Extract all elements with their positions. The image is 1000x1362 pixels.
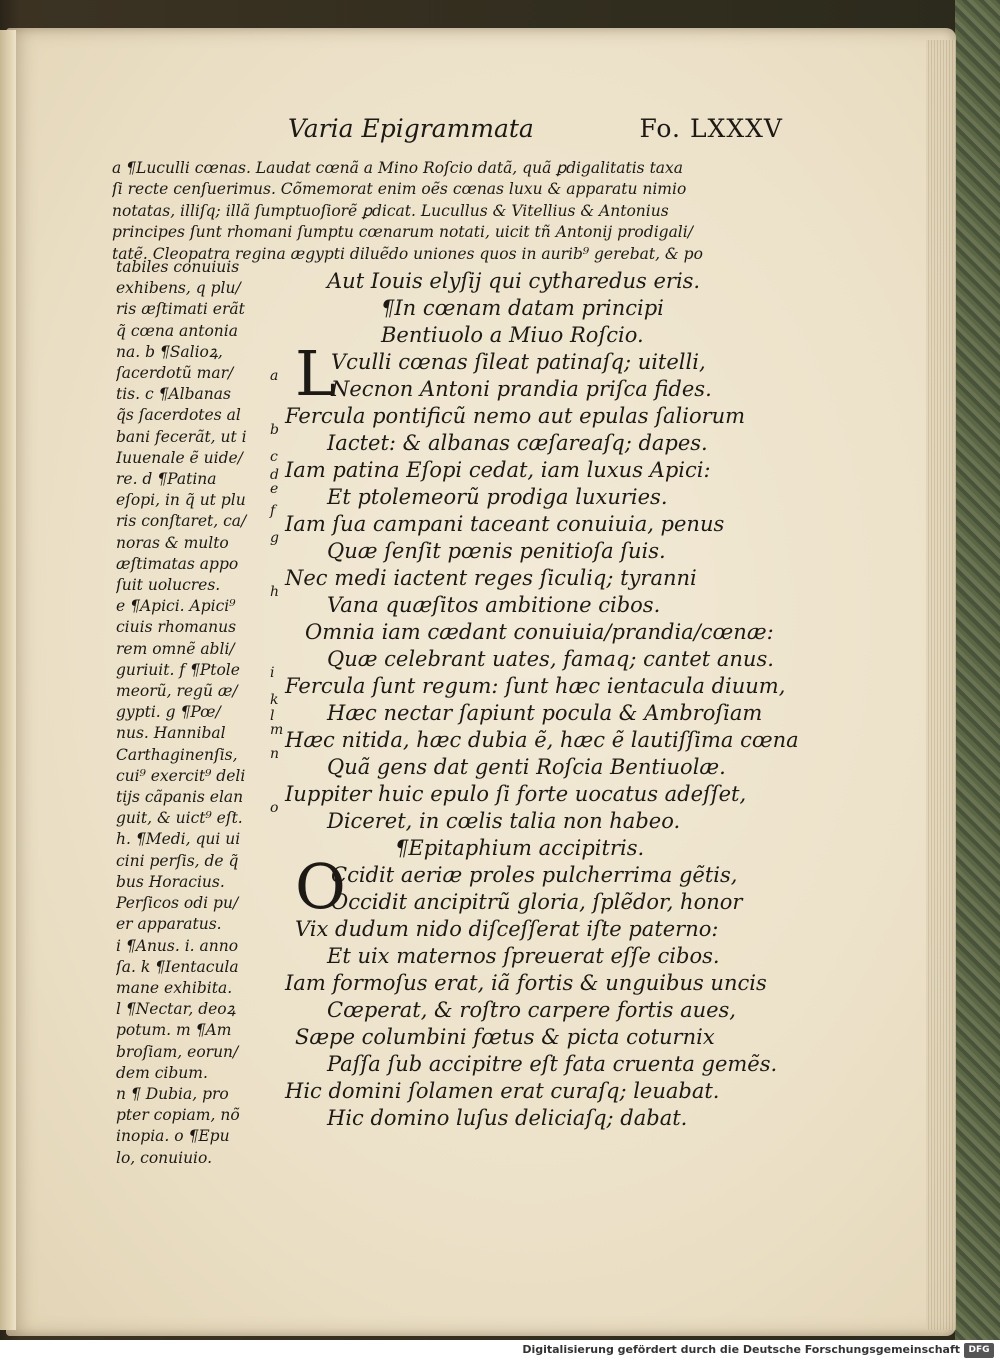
verse-line: Fercula pontificũ nemo aut epulas ſaliorum xyxy=(285,404,746,428)
running-title: Varia Epigrammata xyxy=(288,114,534,143)
side-note-line: i ¶Anus. i. anno xyxy=(116,936,239,955)
side-note-line: Iuuenale ẽ uide/ xyxy=(116,448,243,467)
side-note-line: inopia. o ¶Epu xyxy=(116,1127,230,1146)
side-note-line: tabiles conuiuis xyxy=(116,258,240,276)
verse-line: Iuppiter huic epulo ſi forte uocatus adeſſet, xyxy=(285,782,747,806)
side-note-line: rem omnẽ abli/ xyxy=(116,639,235,658)
section-heading: ¶In cœnam datam principi xyxy=(381,296,664,320)
verse-line: Quæ celebrant uates, famaq; cantet anus. xyxy=(327,647,774,671)
commentary-line: ſi recte cenſuerimus. Cõmemorat enim oẽs cœnas luxu & apparatu nimio xyxy=(112,180,687,199)
commentary-top xyxy=(112,158,792,265)
margin-letter: g xyxy=(270,530,279,546)
margin-letter: i xyxy=(270,665,275,681)
gutter-shadow xyxy=(0,30,16,1330)
margin-letter: k xyxy=(270,692,279,708)
verse-line: Iactet: & albanas cæſareaſq; dapes. xyxy=(327,431,708,455)
funding-credit: Digitalisierung gefördert durch die Deutsche Forschungsgemeinschaft xyxy=(522,1343,960,1356)
side-note-line: mane exhibita. xyxy=(116,978,233,997)
side-note-line: bani fecerãt, ut i xyxy=(116,427,247,446)
margin-letter: n xyxy=(270,746,280,762)
margin-letter: m xyxy=(270,722,284,738)
side-note-line: ſuit uolucres. xyxy=(116,576,221,595)
commentary-line: tatẽ. Cleopatra regina ægypti diluẽdo uniones quos in aurib⁹ gerebat, & po xyxy=(112,244,703,263)
verse-line: Vix dudum nido diſceſſerat iſte paterno: xyxy=(295,917,719,941)
side-note-line: meorũ, regũ æ/ xyxy=(116,682,238,701)
side-note-line: noras & multo xyxy=(116,533,229,552)
section-heading: Bentiuolo a Miuo Roſcio. xyxy=(381,323,644,347)
poem-column xyxy=(285,268,805,1132)
digitization-footer xyxy=(0,1340,1000,1362)
side-note-line: ſa. k ¶Ientacula xyxy=(116,957,239,976)
side-note-line: eſopi, in q̃ ut plu xyxy=(116,491,246,510)
verse-line: Occidit ancipitrũ gloria, ſplẽdor, honor xyxy=(331,890,743,914)
side-note-line: pter copiam, nõ xyxy=(116,1106,240,1125)
dfg-logo: DFG xyxy=(964,1343,994,1358)
drop-cap-initial: L xyxy=(295,337,337,410)
verse-line: Vculli cœnas ſileat patinaſq; uitelli, xyxy=(331,350,706,374)
book-cover-edge xyxy=(955,0,1000,1340)
verse-line: Quã gens dat genti Roſcia Bentiuolæ. xyxy=(327,755,726,779)
side-note-line: e ¶Apici. Apici⁹ xyxy=(116,597,236,616)
commentary-line: a ¶Luculli cœnas. Laudat cœnã a Mino Roſcio datã, quã ꝑdigalitatis taxa xyxy=(112,159,684,177)
page-edges xyxy=(926,40,956,1330)
side-note-line: exhibens, q plu/ xyxy=(116,279,241,298)
poem-bentiuolo xyxy=(285,337,805,835)
side-note-line: q̃ cœna antonia xyxy=(116,321,238,340)
folio-number: Fo. LXXXV xyxy=(639,114,783,143)
commentary-line: notatas, illiſq; illã ſumptuoſiorẽ ꝑdicat. Lucullus & Vitellius & Antonius xyxy=(112,201,669,220)
side-note-line: lo, conuiuio. xyxy=(116,1148,213,1167)
side-note-line: nus. Hannibal xyxy=(116,724,226,743)
side-note-line: cini perſis, de q̃ xyxy=(116,851,239,870)
side-note-line: Carthaginenſis, xyxy=(116,745,238,764)
side-note-line: bus Horacius. xyxy=(116,872,225,891)
section-heading: ¶Epitaphium accipitris. xyxy=(395,836,645,860)
verse-line: Vana quæſitos ambitione cibos. xyxy=(327,593,661,617)
verse-line: Ccidit aeriæ proles pulcherrima gẽtis, xyxy=(331,863,738,887)
verse-line: Aut Iouis elyſij qui cytharedus eris. xyxy=(327,269,701,293)
poem-epitaphium xyxy=(285,850,805,1132)
margin-letter: b xyxy=(270,422,279,438)
side-note-line: q̃s ſacerdotes al xyxy=(116,406,241,425)
side-note-line: n ¶ Dubia, pro xyxy=(116,1084,229,1103)
margin-letter: f xyxy=(270,503,276,519)
verse-line: Hic domino luſus deliciaſq; dabat. xyxy=(327,1106,688,1130)
margin-letter: d xyxy=(270,467,279,483)
margin-letter: e xyxy=(270,481,279,497)
verse-line: Quæ ſenſit pœnis penitioſa ſuis. xyxy=(327,539,666,563)
side-note-line: l ¶Nectar, deoꝝ xyxy=(116,1000,236,1019)
side-note-line: cui⁹ exercit⁹ deli xyxy=(116,766,246,785)
verse-line: Paſſa ſub accipitre eſt fata cruenta gemẽs. xyxy=(327,1052,778,1076)
side-note-line: tijs cãpanis elan xyxy=(116,788,244,807)
side-note-line: potum. m ¶Am xyxy=(116,1021,232,1040)
side-note-line: er apparatus. xyxy=(116,915,222,934)
side-notes xyxy=(116,257,266,1169)
side-note-line: dem cibum. xyxy=(116,1063,208,1082)
side-note-line: na. b ¶Salioꝝ, xyxy=(116,342,223,361)
verse-line: Iam ſua campani taceant conuiuia, penus xyxy=(285,512,725,536)
verse-line: Sæpe columbini fœtus & picta coturnix xyxy=(295,1025,715,1049)
side-note-line: Perſicos odi pu/ xyxy=(116,894,239,913)
side-note-line: æſtimatas appo xyxy=(116,554,239,573)
verse-line: Nec medi iactent reges ſiculiq; tyranni xyxy=(285,566,697,590)
margin-letter: h xyxy=(270,584,280,600)
verse-line: Iam patina Eſopi cedat, iam luxus Apici: xyxy=(285,458,711,482)
verse-line: Hæc nitida, hæc dubia ẽ, hæc ẽ lautiſſima cœna xyxy=(285,728,799,752)
margin-letter: c xyxy=(270,449,278,465)
side-note-line: ris conſtaret, ca/ xyxy=(116,512,247,531)
verse-line: Necnon Antoni prandia priſca fides. xyxy=(331,377,712,401)
side-note-line: tis. c ¶Albanas xyxy=(116,385,231,404)
verse-line: Hic domini ſolamen erat curaſq; leuabat. xyxy=(285,1079,720,1103)
verse-line: Iam formoſus erat, iã fortis & unguibus uncis xyxy=(285,971,767,995)
margin-letter: l xyxy=(270,708,275,724)
verse-line: Et ptolemeorũ prodiga luxuries. xyxy=(327,485,668,509)
drop-cap-initial: O xyxy=(295,850,346,923)
side-note-line: ris æſtimati erãt xyxy=(116,300,245,319)
verse-line: Cœperat, & roſtro carpere fortis aues, xyxy=(327,998,736,1022)
verse-line: Hæc nectar ſapiunt pocula & Ambroſiam xyxy=(327,701,763,725)
side-note-line: gypti. g ¶Pœ/ xyxy=(116,703,221,722)
verse-line: Omnia iam cædant conuiuia/prandia/cœnæ: xyxy=(305,620,774,644)
verse-line: Diceret, in cœlis talia non habeo. xyxy=(327,809,681,833)
side-note-line: guit, & uict⁹ eſt. xyxy=(116,809,243,828)
running-head xyxy=(288,112,783,146)
side-note-line: ſacerdotũ mar/ xyxy=(116,364,234,383)
verse-line: Fercula ſunt regum: ſunt hæc ientacula diuum, xyxy=(285,674,786,698)
side-note-line: ciuis rhomanus xyxy=(116,618,237,637)
verse-line: Et uix maternos ſpreuerat eſſe cibos. xyxy=(327,944,720,968)
side-note-line: guriuit. f ¶Ptole xyxy=(116,660,240,679)
side-note-line: broſiam, eorun/ xyxy=(116,1042,239,1061)
commentary-line: principes ſunt rhomani ſumptu cœnarum notati, uicit tñ Antonij prodigali/ xyxy=(112,223,693,242)
margin-letter: o xyxy=(270,800,279,816)
side-note-line: h. ¶Medi, qui ui xyxy=(116,830,241,849)
margin-letter: a xyxy=(270,368,279,384)
side-note-line: re. d ¶Patina xyxy=(116,470,217,489)
